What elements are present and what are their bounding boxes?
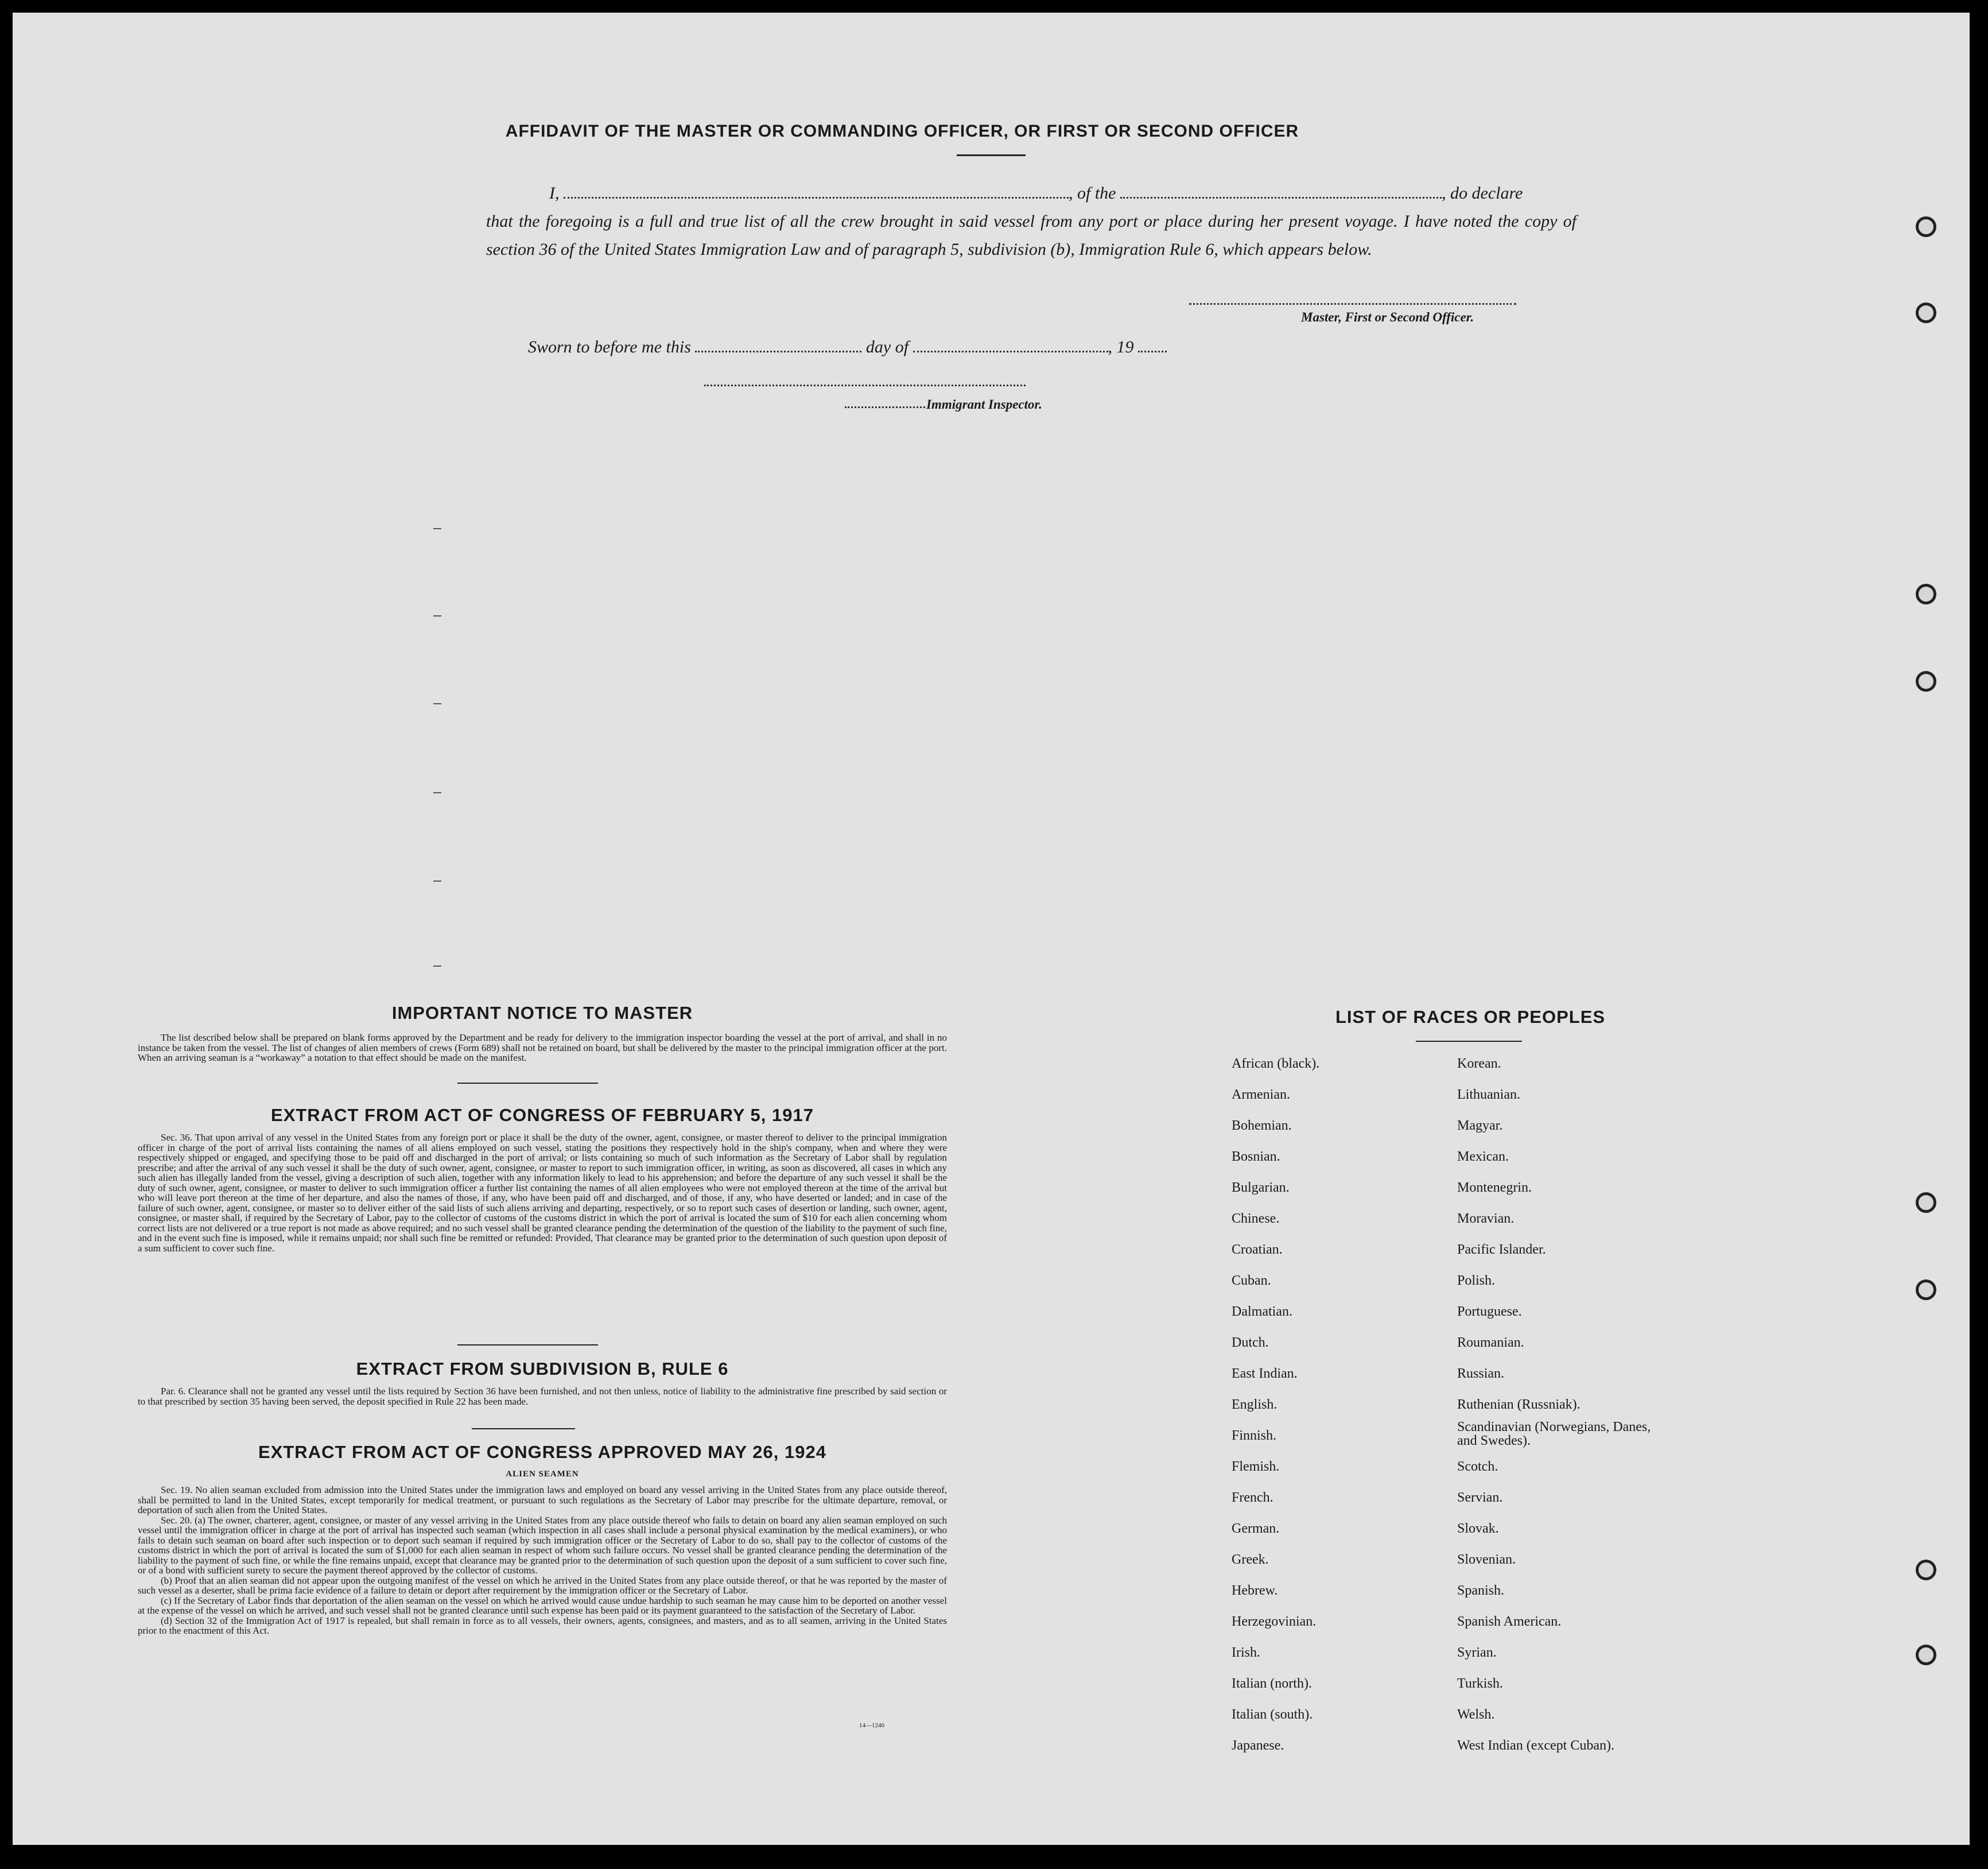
race-item: Italian (south). xyxy=(1232,1707,1313,1722)
extract-rule6-section xyxy=(138,1359,947,1406)
race-item: Portuguese. xyxy=(1457,1304,1522,1319)
race-item: Spanish. xyxy=(1457,1583,1505,1598)
race-item: English. xyxy=(1232,1397,1278,1412)
affidavit-line-1 xyxy=(486,179,1577,207)
punch-hole xyxy=(1916,216,1936,237)
race-item: Croatian. xyxy=(1232,1242,1283,1257)
race-item: Montenegrin. xyxy=(1457,1180,1532,1195)
race-item: Moravian. xyxy=(1457,1211,1515,1226)
margin-tick xyxy=(433,703,441,704)
affidavit-body xyxy=(486,179,1577,263)
sworn-day-label: day of xyxy=(865,338,909,356)
margin-tick xyxy=(433,881,441,882)
punch-hole xyxy=(1916,1560,1936,1580)
race-item: African (black). xyxy=(1232,1056,1320,1071)
race-item: Flemish. xyxy=(1232,1459,1280,1474)
master-signature-label: Master, First or Second Officer. xyxy=(1301,310,1474,324)
race-item: West Indian (except Cuban). xyxy=(1457,1738,1614,1753)
race-item: Bulgarian. xyxy=(1232,1180,1290,1195)
race-item: Slovak. xyxy=(1457,1521,1499,1536)
extract-1917-section xyxy=(138,1105,947,1253)
race-item: Scotch. xyxy=(1457,1459,1498,1474)
race-item: Cuban. xyxy=(1232,1273,1271,1288)
extract-1924-sec20d: (d) Section 32 of the Immigration Act of 1917 is repealed, but shall remain in force as to all vessels, their owners, agents, consignees, and masters, and as to all seamen, arriving in the United States prior to the enactment of this Act. xyxy=(138,1615,947,1636)
extract-1917-text: Sec. 36. That upon arrival of any vessel in the United States from any foreign port or place it shall be the duty of the owner, agent, consignee, or master thereof to deliver to the principal immigration officer in charge of the port of arrival lists containing the names of all aliens employed on such vessel, stating the positions they respectively hold in the ship's company, when and where they were respectively shipped or engaged, and specifying those to be paid off and discharged in the port of arrival; or lists containing so much of such information as the Secretary of Labor shall by regulation prescribe; and after the arrival of any such vessel it shall be the duty of such owner, agent, consignee, or master to report to such immigration officer, in writing, as soon as discovered, all cases in which any such alien has illegally landed from the vessel, giving a description of such alien, together with any information likely to lead to his apprehension; and before the departure of any such vessel it shall be the duty of such owner, agent, consignee, or master to deliver to such immigration officer a further list containing the names of all alien employees who were not employed thereon at the time of the arrival but who will leave port thereon at the time of her departure, and also the names of those, if any, who have been paid off and discharged, and of those, if any, who have deserted or landed; and in case of the failure of such owner, agent, consignee, or master so to deliver either of the said lists of such aliens arriving and departing, respectively, or so to report such cases of desertion or landing, such owner, agent, consignee, or master shall, if required by the Secretary of Labor, pay to the collector of customs of the customs district in which the port of arrival is located the sum of $10 for each alien concerning whom correct lists are not delivered or a true report is not made as above required; and no such vessel shall be granted clearance pending the determination of the question of the liability to the payment of such fine, and in the event such fine is imposed, while it remains unpaid; nor shall such fine be remitted or refunded: Provided, That clearance may be granted prior to the determination of such question upon deposit of a sum sufficient to cover such fine. xyxy=(138,1132,947,1254)
affidavit-title: AFFIDAVIT OF THE MASTER OR COMMANDING OFFICER, OR FIRST OR SECOND OFFICER xyxy=(505,122,1299,141)
race-item: Scandinavian (Norwegians, Danes, and Swedes). xyxy=(1457,1420,1651,1448)
extract-1924-subtitle: ALIEN SEAMEN xyxy=(506,1469,579,1479)
margin-tick xyxy=(433,615,441,616)
divider xyxy=(457,1083,598,1084)
extract-1924-sec20a: Sec. 20. (a) The owner, charterer, agent, consignee, or master of any vessel arriving in the United States from any place outside thereof who fails to detain on board any alien seaman employed on such vessel until the immigration officer in charge at the port of arrival has inspected such seaman (which inspection in all cases shall include a personal physical examination by the medical examiners), or who fails to detain such seaman on board after such inspection or to deport such seaman if required by such immigration officer or the Secretary of Labor to do so, shall pay to the collector of customs of the customs district in which the port of arrival is located the sum of $1,000 for each alien seaman in respect of whom such failure occurs. No vessel shall be granted clearance pending the determination of the liability to the payment of such fine, or while the fine remains unpaid, except that clearance may be granted prior to the determination of such question upon the deposit of a sum sufficient to cover such fine, or of a bond with sufficient surety to secure the payment thereof approved by the collector of customs. xyxy=(138,1514,947,1576)
race-item: Ruthenian (Russniak). xyxy=(1457,1397,1581,1412)
race-item: Bosnian. xyxy=(1232,1149,1280,1164)
race-item: Hebrew. xyxy=(1232,1583,1278,1598)
sworn-year-label: , 19 xyxy=(1108,338,1134,356)
race-item: Servian. xyxy=(1457,1490,1503,1505)
sworn-line xyxy=(528,337,1167,357)
race-item: Pacific Islander. xyxy=(1457,1242,1546,1257)
master-name-blank xyxy=(564,183,1069,199)
race-item: Armenian. xyxy=(1232,1087,1290,1102)
sworn-month-blank xyxy=(913,337,1108,352)
divider xyxy=(472,1428,575,1429)
race-item: Syrian. xyxy=(1457,1645,1497,1660)
affidavit-i-label: I, xyxy=(549,184,560,203)
inspector-signature-line xyxy=(704,385,1026,386)
punch-hole xyxy=(1916,671,1936,692)
notice-section xyxy=(138,1003,947,1063)
extract-1924-sec20c: (c) If the Secretary of Labor finds that deportation of the alien seaman on the vessel on which he arrived would cause undue hardship to such seaman he may cause him to be deported on another vessel at the expense of the vessel on which he arrived, and such vessel shall not be granted clearance until such expense has been paid or its payment guaranteed to the satisfaction of the Secretary of Labor. xyxy=(138,1595,947,1616)
race-item: Bohemian. xyxy=(1232,1118,1292,1133)
race-item: Roumanian. xyxy=(1457,1335,1524,1350)
races-title: LIST OF RACES OR PEOPLES xyxy=(1335,1007,1606,1027)
race-item: German. xyxy=(1232,1521,1280,1536)
form-number: 14—1240 xyxy=(859,1722,884,1729)
race-item: East Indian. xyxy=(1232,1366,1298,1381)
inspector-short-line xyxy=(845,406,925,408)
extract-1924-section xyxy=(138,1442,947,1636)
race-item: Polish. xyxy=(1457,1273,1496,1288)
title-underline xyxy=(957,154,1026,156)
race-item: French. xyxy=(1232,1490,1273,1505)
extract-1917-title: EXTRACT FROM ACT OF CONGRESS OF FEBRUARY 5, 1917 xyxy=(271,1105,814,1125)
race-item: Dalmatian. xyxy=(1232,1304,1292,1319)
race-item: Korean. xyxy=(1457,1056,1501,1071)
race-item: Greek. xyxy=(1232,1552,1269,1567)
race-item: Lithuanian. xyxy=(1457,1087,1520,1102)
extract-1924-title: EXTRACT FROM ACT OF CONGRESS APPROVED MAY 26, 1924 xyxy=(258,1442,826,1462)
divider xyxy=(457,1344,598,1345)
punch-hole xyxy=(1916,303,1936,323)
punch-hole xyxy=(1916,1645,1936,1665)
inspector-signature-label: Immigrant Inspector. xyxy=(926,397,1042,412)
race-item: Chinese. xyxy=(1232,1211,1280,1226)
race-item: Mexican. xyxy=(1457,1149,1509,1164)
master-signature-line xyxy=(1189,303,1516,305)
notice-title: IMPORTANT NOTICE TO MASTER xyxy=(391,1003,693,1023)
race-item: Italian (north). xyxy=(1232,1676,1312,1691)
punch-hole xyxy=(1916,1192,1936,1213)
extract-rule6-text: Par. 6. Clearance shall not be granted any vessel until the lists required by Section 36 have been furnished, and not then unless, notice of liability to the administrative fine prescribed by said section or to that prescribed by section 35 having been served, the deposit specified in Rule 22 has been made. xyxy=(138,1386,947,1407)
sworn-prefix: Sworn to before me this xyxy=(528,338,691,356)
extract-rule6-title: EXTRACT FROM SUBDIVISION B, RULE 6 xyxy=(356,1359,729,1379)
document-page xyxy=(13,13,1970,1845)
race-item: Russian. xyxy=(1457,1366,1505,1381)
affidavit-of-label: , of the xyxy=(1069,184,1116,203)
extract-1924-sec19: Sec. 19. No alien seaman excluded from admission into the United States under the immigration laws and employed on board any vessel arriving in the United States from any place outside thereof, shall be permitted to land in the United States, except temporarily for medical treatment, or pursuant to such regulations as the Secretary of Labor may prescribe for the ultimate departure, removal, or deportation of such alien from the United States. xyxy=(138,1484,947,1515)
race-item: Irish. xyxy=(1232,1645,1260,1660)
race-item: Finnish. xyxy=(1232,1428,1277,1443)
race-item: Turkish. xyxy=(1457,1676,1503,1691)
punch-hole xyxy=(1916,1279,1936,1300)
vessel-name-blank xyxy=(1120,183,1442,199)
race-item: Spanish American. xyxy=(1457,1614,1562,1629)
affidavit-declare-label: , do declare xyxy=(1442,184,1523,203)
sworn-year-blank xyxy=(1138,337,1167,352)
race-item: Welsh. xyxy=(1457,1707,1495,1722)
race-item: Magyar. xyxy=(1457,1118,1503,1133)
race-item: Japanese. xyxy=(1232,1738,1284,1753)
margin-tick xyxy=(433,792,441,793)
extract-1924-sec20b: (b) Proof that an alien seaman did not appear upon the outgoing manifest of the vessel on which he arrived in the United States from any place outside thereof, or that he was reported by the master of such vessel as a deserter, shall be prima facie evidence of a failure to detain or deport after requirement by the immigration officer or the Secretary of Labor. xyxy=(138,1575,947,1596)
punch-hole xyxy=(1916,584,1936,604)
race-item: Dutch. xyxy=(1232,1335,1269,1350)
race-item: Slovenian. xyxy=(1457,1552,1516,1567)
races-title-underline xyxy=(1416,1041,1522,1042)
margin-tick xyxy=(433,528,441,529)
notice-text: The list described below shall be prepared on blank forms approved by the Department and be ready for delivery to the immigration inspector boarding the vessel at the port of arrival, and shall in no instance be taken from the vessel. The list of changes of alien members of crews (Form 689) shall not be retained on board, but shall be delivered by the master to the principal immigration officer at the port. When an arriving seaman is a “workaway” a notation to that effect should be made on the manifest. xyxy=(138,1032,947,1063)
race-item: Herzegovinian. xyxy=(1232,1614,1317,1629)
sworn-day-blank xyxy=(695,337,861,352)
margin-tick xyxy=(433,965,441,967)
affidavit-statement: that the foregoing is a full and true list of all the crew brought in said vessel from any port or place during her present voyage. I have noted the copy of section 36 of the United States Immigration Law and of paragraph 5, subdivision (b), Immigration Rule 6, which appears below. xyxy=(486,212,1577,259)
